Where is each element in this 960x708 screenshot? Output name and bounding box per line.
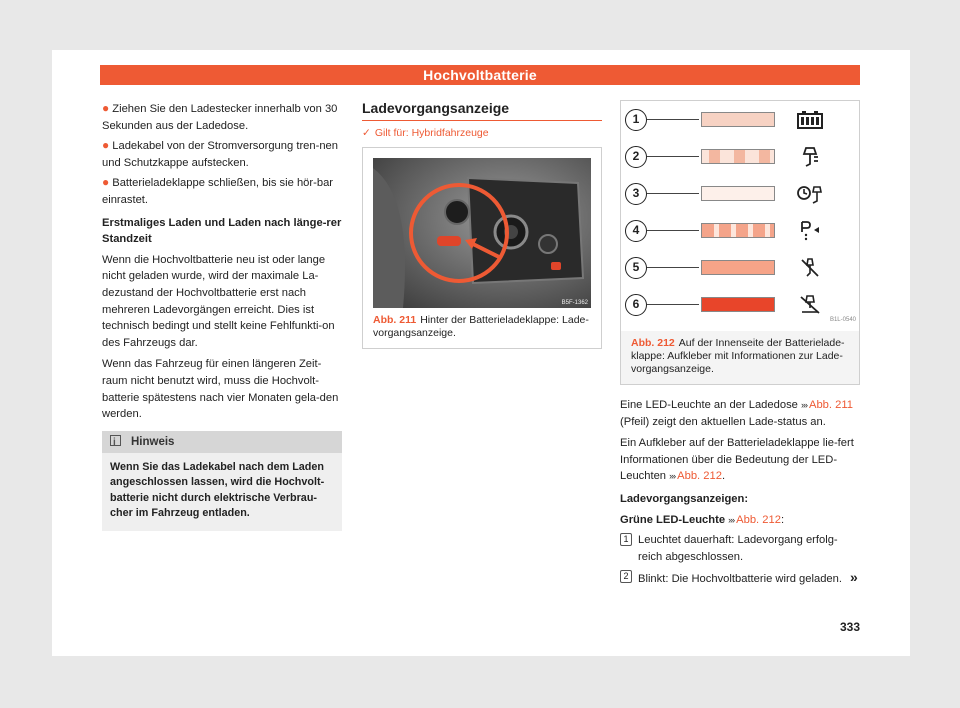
figure-code: B5F-1362 xyxy=(561,300,588,306)
continue-marker: » xyxy=(849,569,858,586)
sticker-row xyxy=(621,146,861,176)
row-number: 6 xyxy=(625,294,647,316)
sticker-row xyxy=(621,220,861,250)
info-icon xyxy=(110,435,121,446)
leader-line xyxy=(647,304,699,305)
parking-icon xyxy=(796,220,824,242)
bullet-item: ● Ladekabel von der Stromversorgung tren-nen und Schutzkappe aufstecken. xyxy=(102,138,338,169)
row-number: 1 xyxy=(625,109,647,131)
list-item: 1 Leuchtet dauerhaft: Ladevorgang erfolg-reich abgeschlossen. xyxy=(620,532,860,565)
charging-port-photo xyxy=(373,158,591,308)
led-sticker xyxy=(621,101,859,331)
led-bar-blinking xyxy=(701,149,775,164)
leader-line xyxy=(647,156,699,157)
led-bar-fast-blink xyxy=(701,223,775,238)
note-box xyxy=(102,431,342,532)
list-number: 1 xyxy=(620,533,632,546)
row-number: 5 xyxy=(625,257,647,279)
column-left xyxy=(102,100,342,531)
paragraph: Eine LED-Leuchte an der Ladedose ››› Abb. 211 (Pfeil) zeigt den aktuellen Lade-status an. xyxy=(620,399,853,428)
list-item: 2 Blinkt: Die Hochvoltbatterie wird geladen. » xyxy=(620,569,860,588)
figure-212 xyxy=(620,100,860,385)
sticker-row xyxy=(621,257,861,287)
charging-plug-icon xyxy=(796,146,824,168)
leader-line xyxy=(647,230,699,231)
paragraph: Wenn das Fahrzeug für einen längeren Zeit-raum nicht benutzt wird, muss die Hochvolt-batterie spätestens nach vier Monaten gela-den werden. xyxy=(102,358,339,421)
section-title: Ladevorgangsanzeige xyxy=(362,100,602,121)
figure-caption: Abb. 212 Auf der Innenseite der Batterielade-klappe: Aufkleber mit Informationen zur Lade-vorgangsanzeige. xyxy=(621,331,859,384)
figure-caption: Abb. 211 Hinter der Batterieladeklappe: Lade-vorgangsanzeige. xyxy=(373,314,589,339)
figure-link[interactable]: ››› Abb. 211 xyxy=(801,399,853,411)
figure-211 xyxy=(362,147,602,349)
checkmark-icon: ✓ xyxy=(362,127,371,139)
note-header: iHinweis xyxy=(102,431,342,453)
row-number: 3 xyxy=(625,183,647,205)
leader-line xyxy=(647,267,699,268)
figure-link[interactable]: ››› Abb. 212 xyxy=(669,470,722,483)
plug-error-icon xyxy=(796,294,824,316)
subheading: Erstmaliges Laden und Laden nach länge-rer Standzeit xyxy=(102,216,342,246)
figure-link[interactable]: ››› Abb. 212 xyxy=(728,513,781,526)
green-led-heading: Grüne LED-Leuchte ››› Abb. 212: xyxy=(620,513,785,526)
bullet-dot-icon: ● xyxy=(102,175,110,190)
led-bar-steady xyxy=(701,112,775,127)
paragraph: Wenn die Hochvoltbatterie neu ist oder lange nicht geladen wurde, wird der maximale La-dezustand der Hochvoltbatterie erst nach mehreren Ladevorgängen erreicht. Dies ist technisch bedingt und stellt keine Fehlfunkti-on des Fahrzeugs dar. xyxy=(102,253,335,349)
leader-line xyxy=(647,119,699,120)
applies-to: ✓ Gilt für: Hybridfahrzeuge xyxy=(362,127,489,139)
battery-full-icon xyxy=(796,109,824,131)
page-header: Hochvoltbatterie xyxy=(100,65,860,85)
paragraph: Ein Aufkleber auf der Batterieladeklappe lie-fert Informationen über die Bedeutung der LED-Leuchten ››› Abb. 212. xyxy=(620,437,854,483)
timer-plug-icon xyxy=(796,183,824,205)
bullet-item: ● Batterieladeklappe schließen, bis sie hör-bar einrastet. xyxy=(102,175,334,206)
list-number: 2 xyxy=(620,570,632,583)
sticker-row xyxy=(621,109,861,139)
sticker-row xyxy=(621,183,861,213)
plug-crossed-icon xyxy=(796,257,824,279)
charging-port-illustration xyxy=(373,158,591,308)
column-middle xyxy=(362,100,602,349)
row-number: 4 xyxy=(625,220,647,242)
page-number: 333 xyxy=(840,620,861,634)
note-body: Wenn Sie das Ladekabel nach dem Laden angeschlossen lassen, wird die Hochvolt-batterie nicht durch elektrische Verbrau-cher im Fahrzeug entladen. xyxy=(110,460,325,519)
led-bar-red xyxy=(701,297,775,312)
row-number: 2 xyxy=(625,146,647,168)
bullet-dot-icon: ● xyxy=(102,101,110,115)
leader-line xyxy=(647,193,699,194)
figure-code: B1L-0540 xyxy=(829,317,856,324)
bullet-dot-icon: ● xyxy=(102,138,110,153)
subheading: Ladevorgangsanzeigen: xyxy=(620,492,749,505)
led-bar-orange xyxy=(701,260,775,275)
column-right xyxy=(620,100,860,592)
sticker-row xyxy=(621,294,861,324)
led-bar-faint xyxy=(701,186,775,201)
bullet-item: ● Ziehen Sie den Ladestecker innerhalb von 30 Sekunden aus der Ladedose. xyxy=(102,101,338,132)
